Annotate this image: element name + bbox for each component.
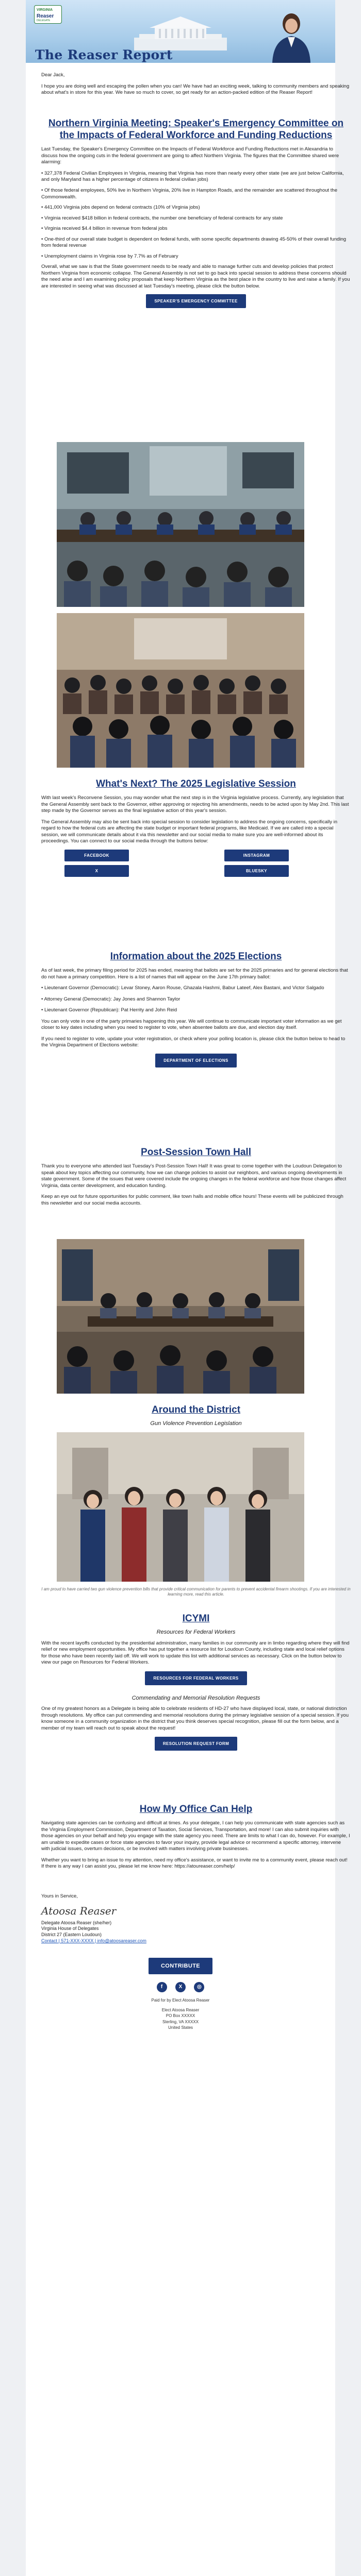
candidate-list-item: • Lieutenant Governor (Republican): Pat Herrity and John Reid	[41, 1007, 177, 1013]
help-p2: Whether you want to bring an issue to my attention, need my office's assistance, or want to invite me to a community event, please reach out! If there is any way I can assist you, please let me know here: https://atoureaser.com/help/	[41, 1857, 348, 1870]
greeting: Dear Jack,	[41, 72, 65, 78]
facebook-button[interactable]: FACEBOOK	[64, 850, 129, 861]
legislative-p2: The General Assembly may also be sent back into special session to consider legislation to address the ongoing concerns, specifically in regard to how the federal cuts are affecting the state budget or important federal programs, like Medicaid. If we are called into a special session, we will communicate details about it via this newsletter and our social media to make sure you are well-informed about its proceedings. You can connect to our social media through the buttons below:	[41, 819, 338, 844]
facebook-icon[interactable]: f	[157, 1982, 167, 1992]
newsletter-column	[26, 0, 351, 2576]
district-photo-caption: I am proud to have carried two gun violence prevention bills that provide critical communication for parents to prevent accidental firearm shootings. If you are interested in learning more, read this article.	[41, 1587, 351, 1597]
district-subheading: Gun Violence Prevention Legislation	[150, 1420, 242, 1427]
bluesky-button[interactable]: BLUESKY	[224, 865, 289, 877]
elections-section	[26, 951, 361, 1067]
committee-meeting-photo	[57, 442, 304, 607]
icymi-heading: ICYMI	[182, 1613, 210, 1624]
newsletter-title: The Reaser Report	[35, 47, 173, 62]
help-p1: Navigating state agencies can be confusing and difficult at times. As your delegate, I can help you communicate with state agencies such as the Virginia Employment Commission, Department of Taxation, Social Services, Transportation, and more! I can also submit inquiries with those agencies on your behalf and help you engage with the state agency you need. There are limits to what I can do, however. For example, I am unable to expedite cases or force state agencies to favor your inquiry, provide legal advice or recommend a specific attorney, intervene with judicial issues, overturn decisions, or be involved with matters involving private businesses.	[41, 1820, 350, 1852]
federal-workers-text: With the recent layoffs conducted by the presidential administration, many families in our community are in limbo regarding where they will find relief or new employment opportunities. My office has put together a resource list for Loudoun County, including state and local relief options for those who have been recently laid off. We will work to update this list with additional services as necessary. Click on the button below to view our page on Resources for Federal Workers.	[41, 1640, 350, 1666]
district-caption-wrap	[26, 1587, 361, 1598]
nova-heading: Northern Virginia Meeting: Speaker's Emergency Committee on the Impacts of Federal Workforce and Funding Reductions	[48, 118, 344, 141]
paid-for-line: Paid for by Elect Atoosa Reaser	[151, 1998, 210, 2003]
federal-workers-subheading: Resources for Federal Workers	[156, 1629, 236, 1636]
committee-audience-photo	[57, 613, 304, 768]
office-line: Virginia House of Delegates	[41, 1926, 99, 1931]
resources-federal-workers-button[interactable]: RESOURCES FOR FEDERAL WORKERS	[145, 1671, 247, 1685]
speakers-committee-button[interactable]: SPEAKER'S EMERGENCY COMMITTEE	[146, 294, 245, 308]
legislative-section	[26, 778, 361, 877]
signoff: Yours in Service,	[41, 1893, 78, 1899]
resolutions-subheading: Commendating and Memorial Resolution Requests	[132, 1694, 260, 1701]
address-line: PO Box XXXXX	[166, 2013, 195, 2019]
intro-text: I hope you are doing well and escaping the pollen when you can! We have had an exciting week, talking to community members and speaking about what's in store for this year. We have so much to cover, so get ready for an action-packed edition of the Reaser Report!	[41, 83, 350, 96]
nova-bullet: • Virginia received $418 billion in federal contracts, the number one beneficiary of federal contracts for any state	[41, 215, 283, 221]
footer	[26, 1958, 335, 2030]
resolution-request-button[interactable]: RESOLUTION REQUEST FORM	[155, 1737, 237, 1751]
candidate-list-item: • Lieutenant Governor (Democratic): Levar Stoney, Aaron Rouse, Ghazala Hashmi, Babur Lateef, Alex Bastani, and Victor Salgado	[41, 985, 324, 991]
nova-bullet: • Of those federal employees, 50% live in Northern Virginia, 20% live in Hampton Roads, and the remainder are scattered throughout the Commonwealth.	[41, 188, 337, 200]
resolutions-text: One of my greatest honors as a Delegate is being able to celebrate residents of HD-27 who have displayed local, state, or national distinction through resolutions. My office can put commending and memorial resolutions during the primary legislative session of a special session. If you know someone in a community organization in the district that you think deserves special recognition, please fill out the form below, and a member of my team will reach out to speak about the request!	[41, 1706, 349, 1731]
nova-bullet: • 441,000 Virginia jobs depend on federal contracts (10% of Virginia jobs)	[41, 205, 200, 211]
district-heading: Around the District	[151, 1404, 241, 1415]
contact-link[interactable]: Contact | 571-XXX-XXXX | info@atoosareaser.com	[41, 1938, 146, 1944]
address-line: Sterling, VA XXXXX	[162, 2019, 199, 2024]
nova-bullet: • 327,378 Federal Civilian Employees in Virginia, meaning that Virginia has more than nearly every other state (we are just below California, and only Maryland has a higher percentage of citizens in federal civilian jobs)	[41, 170, 344, 183]
townhall-section	[26, 1146, 361, 1211]
nova-bullet: • One-third of our overall state budget is dependent on federal funds, with some specific departments drawing 45-50% of their overall funding from federal revenue	[41, 236, 347, 249]
gun-violence-prevention-photo	[57, 1432, 304, 1582]
signature: Atoosa Reaser	[41, 1904, 117, 1917]
masthead-banner	[26, 0, 335, 63]
intro-section	[26, 72, 361, 101]
legislative-heading: What's Next? The 2025 Legislative Session	[96, 778, 296, 789]
candidate-list-item: • Attorney General (Democratic): Jay Jones and Shannon Taylor	[41, 996, 180, 1002]
townhall-heading: Post-Session Town Hall	[141, 1147, 251, 1158]
elections-heading: Information about the 2025 Elections	[110, 951, 282, 962]
delegate-name: Delegate Atoosa Reaser (she/her)	[41, 1920, 112, 1925]
elections-p2: You can only vote in one of the party primaries happening this year. We will continue to communicate important voter information as we get closer to key dates including when you need to register to vote, when absentee ballots are due, and election day itself.	[41, 1018, 342, 1031]
instagram-icon[interactable]: ◎	[194, 1982, 204, 1992]
x-button[interactable]: X	[64, 865, 129, 877]
legislative-p1: With last week's Reconvene Session, you may wonder what the next step is in the Virginia legislative process. Currently, any legislation that the General Assembly sent back to the Governor, either approving or rejecting his amendments, needs to be acted upon by May 2nd. This last step made by the Governor serves as the final legislative action of this year's session.	[41, 795, 349, 814]
x-icon[interactable]: X	[175, 1982, 186, 1992]
help-section	[26, 1803, 361, 1875]
elections-p1: As of last week, the primary filing period for 2025 has ended, meaning that ballots are set for the 2025 primaries and for general elections that do not have a primary competition. Here is a list of names that will appear on the June 17th primary ballot:	[41, 968, 348, 980]
closing-section	[26, 1893, 361, 1944]
delegate-logo: VIRGINIA Reaser DELEGATE	[34, 5, 62, 24]
delegate-portrait	[263, 7, 320, 63]
help-heading: How My Office Can Help	[139, 1804, 253, 1815]
nova-bullet: • Unemployment claims in Virginia rose by 7.7% as of February	[41, 253, 178, 259]
address-line: Elect Atoosa Reaser	[161, 2008, 200, 2013]
district-section	[26, 1404, 361, 1428]
townhall-p1: Thank you to everyone who attended last Tuesday's Post-Session Town Hall! It was great to come together with the Loudoun Delegation to speak about key topics affecting our community, how we can change policies to assist our neighbors, and various ongoing developments in state government. Some of the issues that were covered include the ongoing changes in the federal workforce and how those changes affect Virginia, data center development, and education funding.	[41, 1163, 347, 1189]
address-line: United States	[168, 2025, 193, 2030]
icymi-section	[26, 1613, 361, 1751]
nova-committee-section	[26, 117, 361, 308]
elections-p3: If you need to register to vote, update your voter registration, or check where your polling location is, please click the button below to head to the Virginia Department of Elections website:	[41, 1036, 346, 1048]
nova-conclusion: Overall, what we saw is that the State government needs to be ready and able to manage further cuts and develop policies that protect Northern Virginia from economic collapse. The General Assembly is not set to go back into special session to address these concerns should the need arise and I am examining policy proposals that keep Northern Virginia as the best place in the country to live and raise a family. If you are interested in seeing what was discussed at last Tuesday's meeting, please click the button below.	[41, 264, 350, 289]
district-line: District 27 (Eastern Loudoun)	[41, 1932, 102, 1938]
nova-bullet: • Virginia received $4.4 billion in revenue from federal jobs	[41, 226, 168, 232]
instagram-button[interactable]: INSTAGRAM	[224, 850, 289, 861]
contribute-button[interactable]: CONTRIBUTE	[149, 1958, 212, 1974]
townhall-p2: Keep an eye out for future opportunities for public comment, like town halls and mobile office hours! These events will be publicized through this newsletter and our social media accounts.	[41, 1194, 343, 1206]
capitol-icon	[134, 9, 227, 50]
department-of-elections-button[interactable]: DEPARTMENT OF ELECTIONS	[155, 1054, 237, 1067]
nova-intro: Last Tuesday, the Speaker's Emergency Committee on the Impacts of Federal Workforce and Funding Reductions met in Alexandria to discuss how the ongoing cuts in the federal government are going to affect Northern Virginia. The figures that the Committee shared were alarming:	[41, 146, 339, 165]
townhall-photo	[57, 1239, 304, 1394]
masthead	[26, 0, 335, 63]
